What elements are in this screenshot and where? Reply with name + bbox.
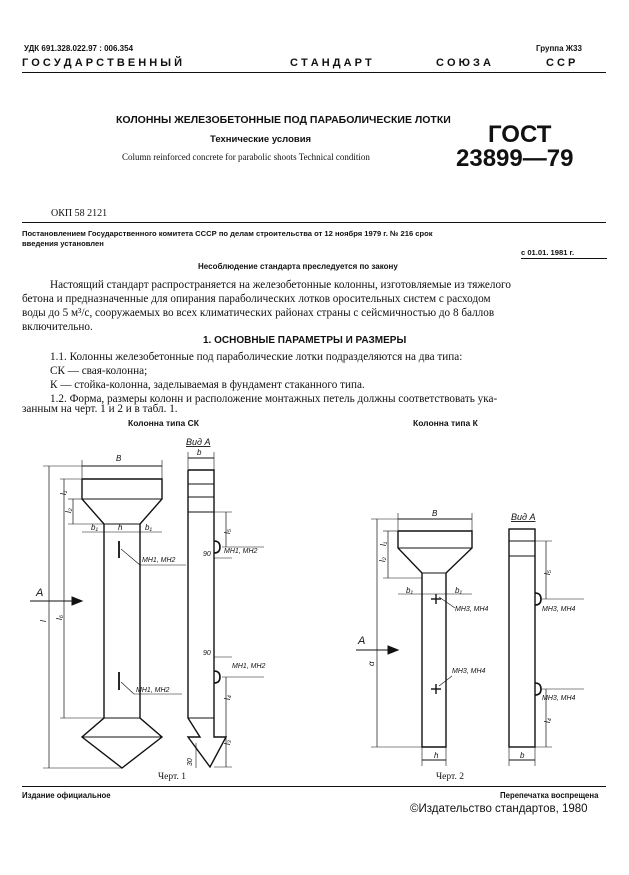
dim-b-side-2: b (520, 751, 525, 760)
view-arrow-a-1: А (36, 587, 44, 599)
gost-label: ГОСТ (488, 121, 552, 148)
dim-l3: l₃ (223, 740, 232, 745)
dim-l: l (39, 620, 48, 622)
loop-label-2: МН1, МН2 (136, 687, 170, 694)
band-word-1: Г О С У Д А Р С Т В Е Н Н Ы Й (22, 57, 182, 69)
dim-90-lower: 90 (203, 650, 211, 657)
dim-l2-k: l₂ (378, 557, 387, 562)
dim-b1-k-right: b₁ (455, 586, 462, 595)
figure-2-title: Колонна типа К (413, 418, 478, 428)
dim-30: 30 (187, 758, 194, 766)
loop-label-k-2: МН3, МН4 (452, 668, 486, 675)
document-subtitle: Технические условия (210, 134, 312, 145)
intro-line-3: воды до 5 м³/с, сооружаемых во всех климатических районах страны с сейсмичностью до 8 баллов (22, 307, 495, 319)
view-a-label-2: Вид А (511, 512, 536, 522)
group-code: Группа Ж33 (536, 44, 582, 53)
dim-l1: l₁ (59, 490, 68, 495)
udk-code: УДК 691.328.022.97 : 006.354 (24, 44, 134, 53)
band-word-3: С О Ю З А (436, 57, 491, 69)
intro-line-2: бетона и предназначенные для опирания параболических лотков оросительных систем с расходом (22, 293, 491, 305)
loop-label-k-1: МН3, МН4 (455, 606, 489, 613)
clause-1-2-line-1: 1.2. Форма, размеры колонн и расположение монтажных петель должны соответствовать ука- (50, 393, 498, 405)
figure-2-caption: Черт. 2 (436, 772, 464, 782)
figure-1-front-view (30, 460, 186, 768)
dim-b1-left: b₁ (91, 523, 98, 532)
official-edition: Издание официальное (22, 791, 111, 800)
dim-l6: l₆ (55, 615, 64, 620)
figure-1-side-view (188, 452, 264, 768)
view-a-label-1: Вид А (186, 437, 211, 447)
dim-b1-right: b₁ (145, 523, 152, 532)
dim-l4: l₄ (223, 695, 232, 700)
loop-label-k-side-2: МН3, МН4 (542, 695, 576, 702)
dim-l2: l₂ (64, 508, 73, 513)
section-1-heading: 1. ОСНОВНЫЕ ПАРАМЕТРЫ И РАЗМЕРЫ (203, 335, 407, 346)
english-title: Column reinforced concrete for parabolic shoots Technical condition (122, 152, 370, 162)
loop-label-1: МН1, МН2 (142, 557, 176, 564)
decree-line-2: введения установлен (22, 239, 104, 248)
loop-label-k-side-1: МН3, МН4 (542, 606, 576, 613)
figure-2-front-view (356, 513, 472, 766)
dim-b-side-1: b (197, 448, 202, 457)
dim-h-k: h (434, 751, 439, 760)
type-k: К — стойка-колонна, заделываемая в фундамент стаканного типа. (50, 379, 365, 391)
clause-1-2-line-2: занным на черт. 1 и 2 и в табл. 1. (22, 403, 178, 415)
loop-label-side-1: МН1, МН2 (224, 548, 258, 555)
band-word-4: С С Р (546, 57, 576, 69)
law-notice: Несоблюдение стандарта преследуется по закону (198, 262, 398, 271)
dim-l5: l₅ (223, 529, 232, 534)
dim-B-1: В (116, 454, 122, 463)
document-title: КОЛОННЫ ЖЕЛЕЗОБЕТОННЫЕ ПОД ПАРАБОЛИЧЕСКИЕ ЛОТКИ (116, 114, 451, 126)
dim-b1-k: b₁ (406, 586, 413, 595)
view-arrow-a-2: А (358, 635, 366, 647)
okp-code: ОКП 58 2121 (51, 208, 108, 219)
dim-l5-k: l₅ (543, 570, 552, 575)
publisher-copyright: ©Издательство стандартов, 1980 (410, 803, 588, 815)
figure-2-side-view (509, 529, 584, 766)
dim-90-upper: 90 (203, 551, 211, 558)
footer-rule (22, 786, 606, 787)
clause-1-1: 1.1. Колонны железобетонные под параболические лотки подразделяются на два типа: (50, 351, 463, 363)
dim-l1-k: l₁ (379, 541, 388, 546)
figure-1-caption: Черт. 1 (158, 772, 186, 782)
intro-line-4: включительно. (22, 321, 93, 333)
decree-line-1: Постановлением Государственного комитета СССР по делам строительства от 12 ноября 1979 г. № 216 срок (22, 229, 433, 238)
loop-label-side-2: МН1, МН2 (232, 663, 266, 670)
band-word-2: С Т А Н Д А Р Т (290, 57, 372, 69)
dim-alpha: α (367, 661, 376, 666)
dim-B-2: В (432, 509, 438, 518)
decree-date: с 01.01. 1981 г. (521, 248, 575, 257)
type-sk: СК — свая-колонна; (50, 365, 148, 377)
figure-1-title: Колонна типа СК (128, 418, 199, 428)
dim-l4-k: l₄ (543, 718, 552, 723)
reprint-prohibited: Перепечатка воспрещена (500, 791, 599, 800)
dim-h: h (118, 523, 123, 532)
gost-number: 23899—79 (456, 145, 574, 172)
intro-line-1: Настоящий стандарт распространяется на железобетонные колонны, изготовляемые из тяжелого (50, 279, 511, 291)
